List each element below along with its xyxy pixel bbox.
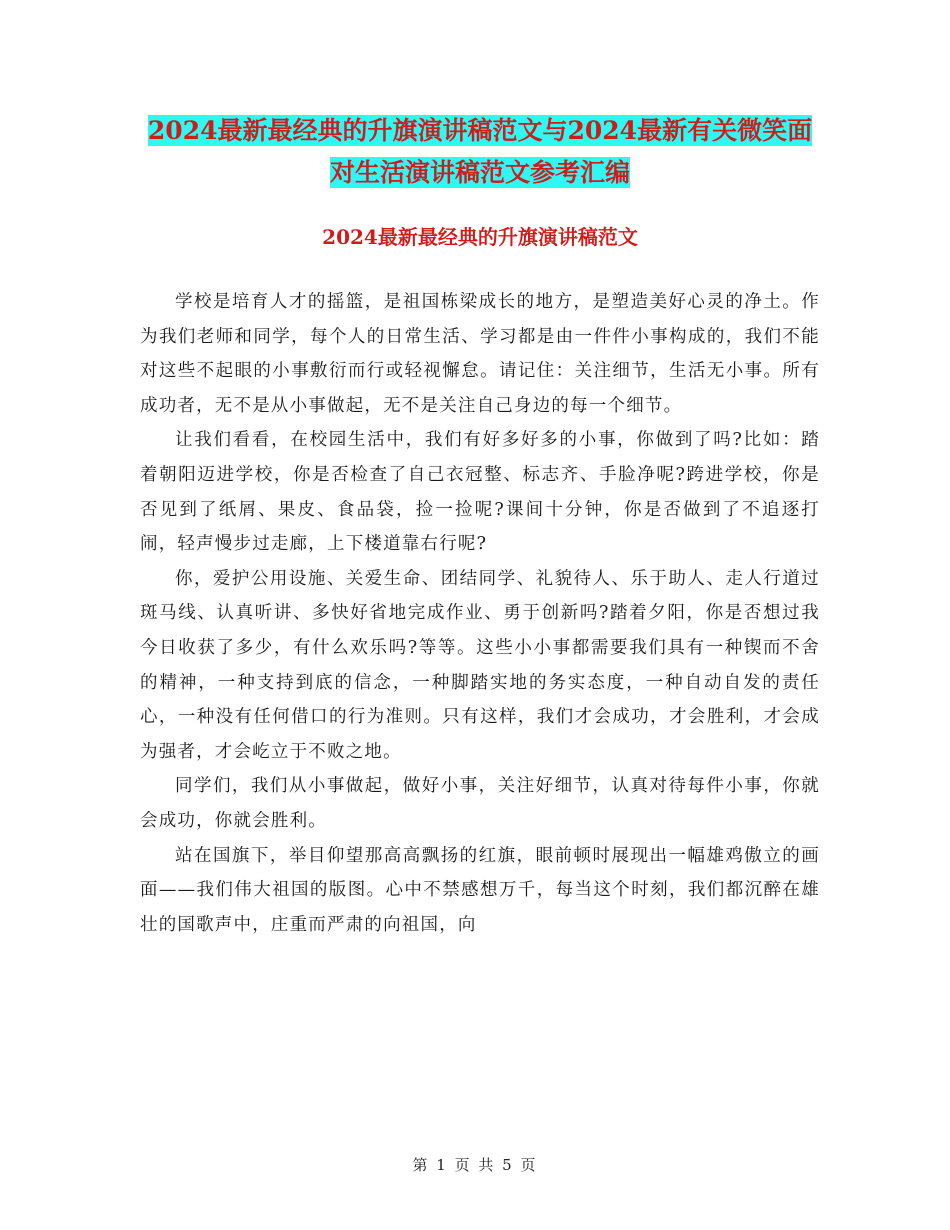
paragraph: 学校是培育人才的摇篮，是祖国栋梁成长的地方，是塑造美好心灵的净土。作为我们老师和同学，每个人的日常生活、学习都是由一件件小事构成的，我们不能对这些不起眼的小事敷衍而行或轻视懈怠。请记住：关注细节，生活无小事。所有成功者，无不是从小事做起，无不是关注自己身边的每一个细节。: [140, 292, 820, 416]
paragraph: 站在国旗下，举目仰望那高高飘扬的红旗，眼前顿时展现出一幅雄鸡傲立的画面——我们伟大祖国的版图。心中不禁感想万千，每当这个时刻，我们都沉醉在雄壮的国歌声中，庄重而严肃的向祖国，向: [140, 845, 820, 935]
document-title: [140, 110, 820, 194]
document-title-text: 2024最新最经典的升旗演讲稿范文与2024最新有关微笑面对生活演讲稿范文参考汇编: [147, 116, 813, 187]
paragraph: 让我们看看，在校园生活中，我们有好多好多的小事，你做到了吗?比如：踏着朝阳迈进学校，你是否检查了自己衣冠整、标志齐、手脸净呢?跨进学校，你是否见到了纸屑、果皮、食品袋，捡一捡呢?课间十分钟，你是否做到了不追逐打闹，轻声慢步过走廊，上下楼道靠右行呢?: [140, 430, 820, 555]
paragraph: 同学们，我们从小事做起，做好小事，关注好细节，认真对待每件小事，你就会成功，你就会胜利。: [140, 776, 820, 831]
document-body: [140, 285, 820, 942]
page-footer: 第 1 页 共 5 页: [412, 1156, 538, 1174]
section-title: 2024最新最经典的升旗演讲稿范文: [322, 225, 638, 249]
paragraph: 你，爱护公用设施、关爱生命、团结同学、礼貌待人、乐于助人、走人行道过斑马线、认真听讲、多快好省地完成作业、勇于创新吗?踏着夕阳，你是否想过我今日收获了多少，有什么欢乐吗?等等。这些小小事都需要我们具有一种锲而不舍的精神，一种支持到底的信念，一种脚踏实地的务实态度，一种自动自发的责任心，一种没有任何借口的行为准则。只有这样，我们才会成功，才会胜利，才会成为强者，才会屹立于不败之地。: [140, 568, 820, 762]
